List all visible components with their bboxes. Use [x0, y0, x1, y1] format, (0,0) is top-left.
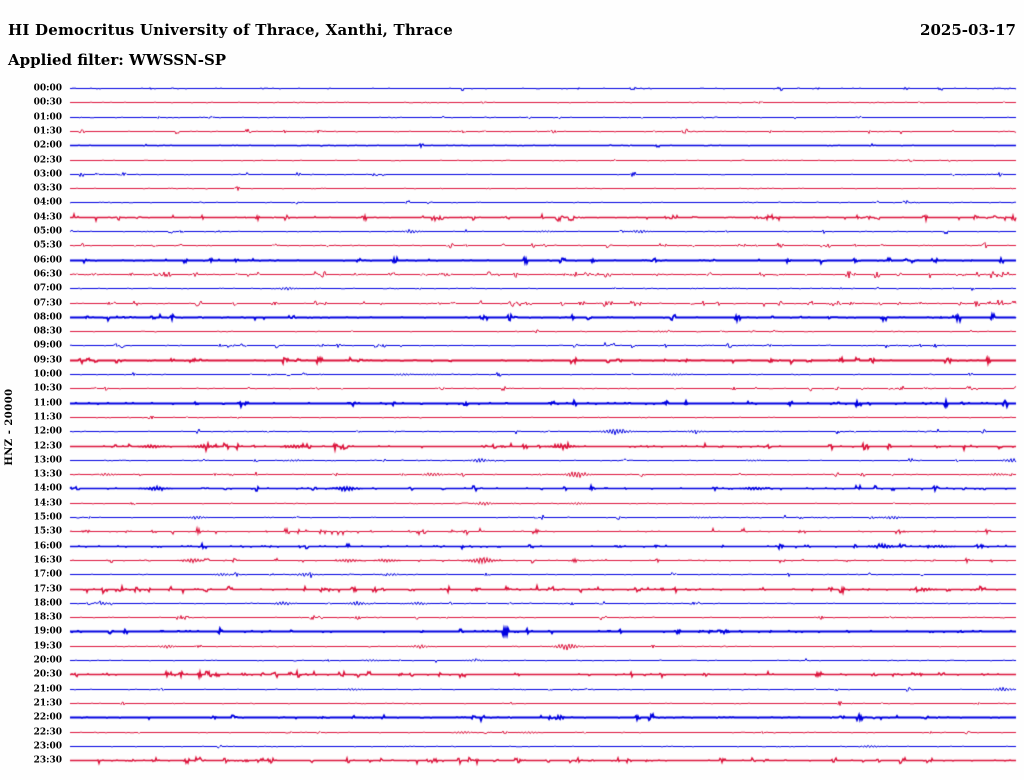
time-label-1330: 13:30: [33, 469, 62, 479]
time-label-0030: 00:30: [33, 97, 62, 107]
time-label-2030: 20:30: [33, 669, 62, 679]
time-label-0530: 05:30: [33, 240, 62, 250]
time-label-0700: 07:00: [33, 283, 62, 293]
time-label-0300: 03:00: [33, 169, 62, 179]
time-label-0230: 02:30: [33, 155, 62, 165]
time-label-1530: 15:30: [33, 526, 62, 536]
time-label-0830: 08:30: [33, 326, 62, 336]
time-label-0930: 09:30: [33, 355, 62, 365]
time-label-2330: 23:30: [33, 755, 62, 765]
time-label-1700: 17:00: [33, 569, 62, 579]
time-label-0200: 02:00: [33, 140, 62, 150]
time-label-0000: 00:00: [33, 83, 62, 93]
time-label-1500: 15:00: [33, 512, 62, 522]
time-label-0900: 09:00: [33, 340, 62, 350]
time-label-2000: 20:00: [33, 655, 62, 665]
time-label-0600: 06:00: [33, 255, 62, 265]
time-label-1130: 11:30: [33, 412, 62, 422]
time-label-1930: 19:30: [33, 641, 62, 651]
time-label-2300: 23:00: [33, 741, 62, 751]
time-label-0400: 04:00: [33, 197, 62, 207]
time-label-0430: 04:30: [33, 212, 62, 222]
time-label-1300: 13:00: [33, 455, 62, 465]
time-label-1200: 12:00: [33, 426, 62, 436]
time-label-1730: 17:30: [33, 584, 62, 594]
time-label-0100: 01:00: [33, 112, 62, 122]
time-label-1900: 19:00: [33, 626, 62, 636]
time-label-0800: 08:00: [33, 312, 62, 322]
time-label-2100: 21:00: [33, 684, 62, 694]
time-label-0630: 06:30: [33, 269, 62, 279]
time-label-1030: 10:30: [33, 383, 62, 393]
time-label-0730: 07:30: [33, 298, 62, 308]
time-label-2130: 21:30: [33, 698, 62, 708]
time-label-2200: 22:00: [33, 712, 62, 722]
time-label-1800: 18:00: [33, 598, 62, 608]
time-label-1230: 12:30: [33, 441, 62, 451]
time-label-2230: 22:30: [33, 727, 62, 737]
time-label-1830: 18:30: [33, 612, 62, 622]
time-label-1600: 16:00: [33, 541, 62, 551]
time-label-0330: 03:30: [33, 183, 62, 193]
time-label-1430: 14:30: [33, 498, 62, 508]
time-label-1400: 14:00: [33, 483, 62, 493]
time-label-0130: 01:30: [33, 126, 62, 136]
time-label-1100: 11:00: [33, 398, 62, 408]
time-label-1630: 16:30: [33, 555, 62, 565]
time-label-1000: 10:00: [33, 369, 62, 379]
time-label-0500: 05:00: [33, 226, 62, 236]
